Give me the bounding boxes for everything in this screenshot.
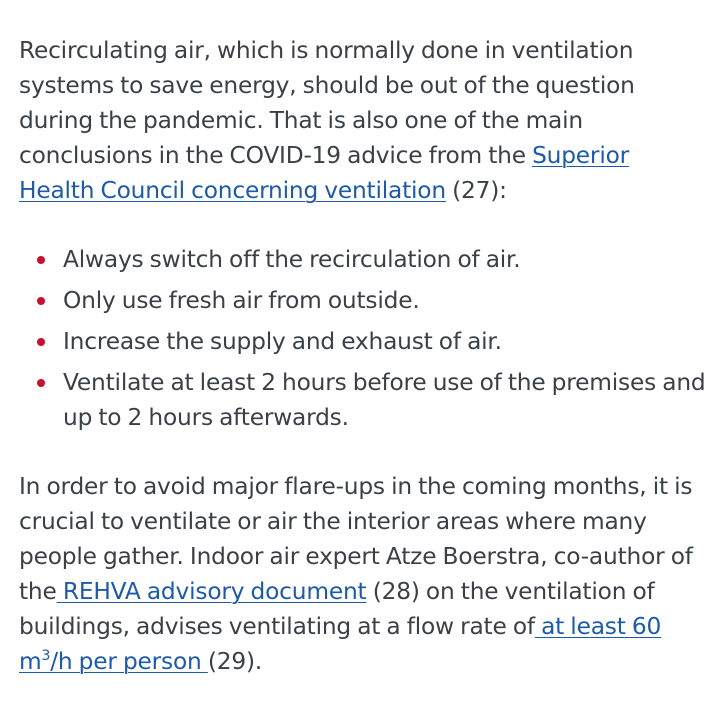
paragraph2-text-middle: (28) on the ventilation of buildings, advises ventilating at a flow rate of <box>19 578 655 640</box>
flow-rate-link-text: at least 60 m <box>19 613 662 675</box>
paragraph2-text-after: (29). <box>207 648 263 675</box>
paragraph-ventilation-advice <box>19 469 709 679</box>
ventilation-advice-list <box>19 242 709 435</box>
superscript-three: 3 <box>41 648 51 665</box>
list-item-text: Only use fresh air from outside. <box>63 287 420 314</box>
superior-health-council-link[interactable]: Superior Health Council concerning ventilation <box>19 142 630 204</box>
bullet-dot-icon <box>37 256 45 264</box>
list-item-text: Increase the supply and exhaust of air. <box>63 328 502 355</box>
bullet-dot-icon <box>37 338 45 346</box>
list-item <box>19 324 709 359</box>
list-item-text: Always switch off the recirculation of air. <box>63 246 521 273</box>
list-item-text: Ventilate at least 2 hours before use of the premises and up to 2 hours afterwards. <box>63 369 706 431</box>
list-item <box>19 283 709 318</box>
bullet-dot-icon <box>37 379 45 387</box>
paragraph1-text-after: (27): <box>445 177 507 204</box>
paragraph1-text-before: Recirculating air, which is normally done in ventilation systems to save energy, should be out of the question during the pandemic. That is also one of the main conclusions in the COVID-19 advice from the <box>19 37 635 169</box>
list-item <box>19 365 709 435</box>
rehva-advisory-document-link[interactable]: REHVA advisory document <box>56 578 367 605</box>
paragraph-recirculation <box>19 33 709 208</box>
list-item <box>19 242 709 277</box>
bullet-dot-icon <box>37 297 45 305</box>
flow-rate-link-text-end: /h per person <box>50 648 208 675</box>
article-body <box>19 33 709 679</box>
paragraph2-text-before: In order to avoid major flare-ups in the coming months, it is crucial to ventilate or air the interior areas where many people gather. Indoor air expert Atze Boerstra, co-author of the <box>19 473 693 605</box>
